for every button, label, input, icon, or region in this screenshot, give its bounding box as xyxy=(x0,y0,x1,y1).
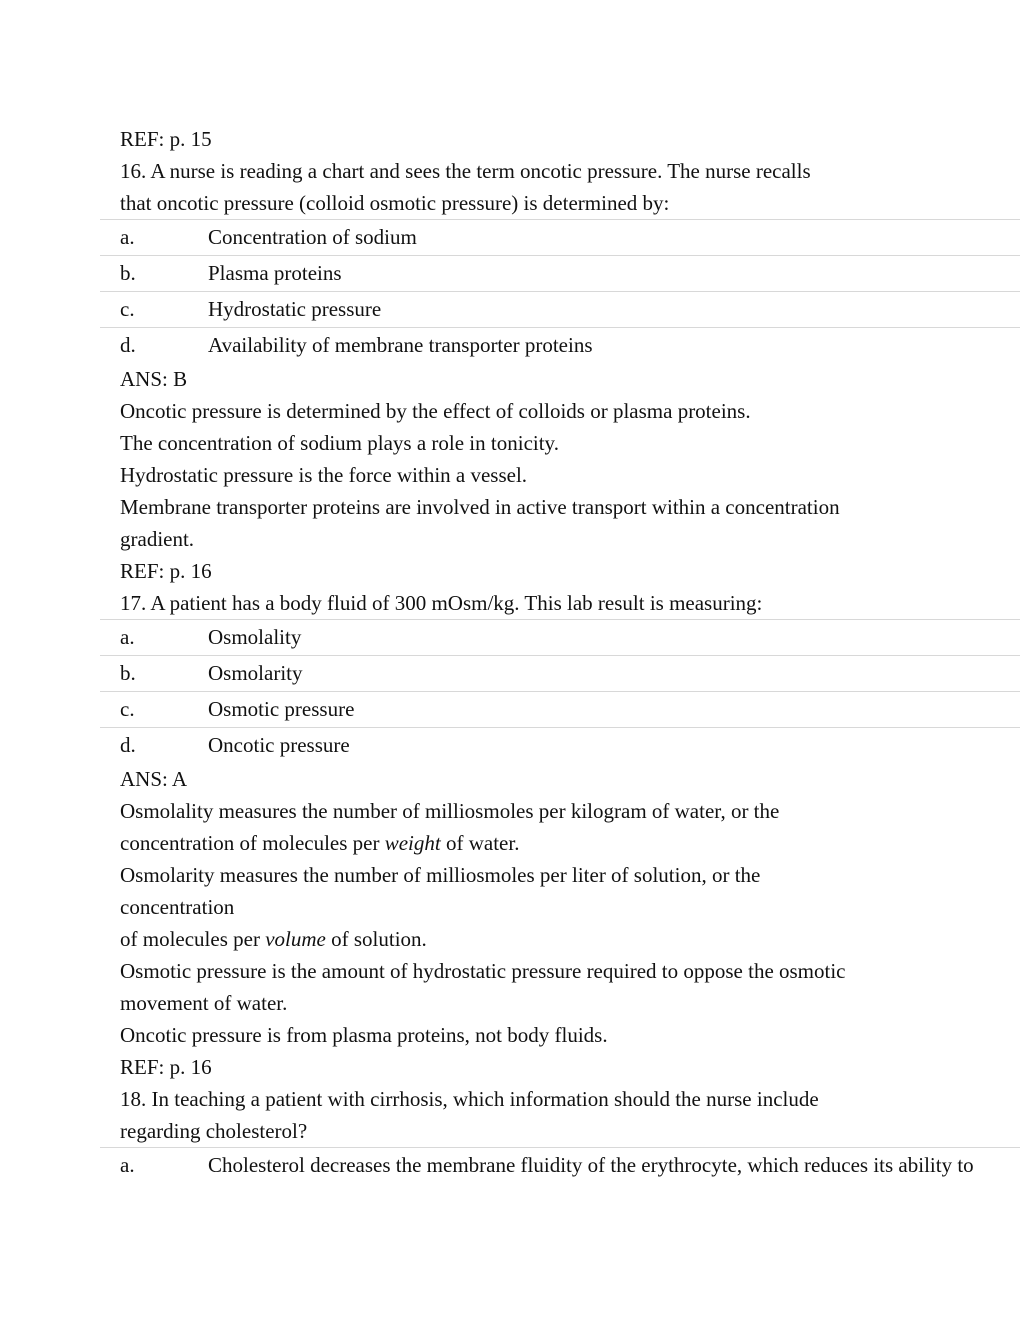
text-line: movement of water. xyxy=(120,991,288,1015)
text-line xyxy=(0,827,1020,859)
answer-option xyxy=(100,1147,1020,1183)
option-text: Osmolality xyxy=(208,625,302,649)
text-span: concentration of molecules per xyxy=(120,831,385,855)
text-line: The concentration of sodium plays a role in tonicity. xyxy=(120,431,559,455)
option-letter: a. xyxy=(120,225,135,249)
option-letter: d. xyxy=(120,733,136,757)
text-line xyxy=(0,923,1020,955)
option-text: Hydrostatic pressure xyxy=(208,297,382,321)
answer-option xyxy=(100,619,1020,655)
option-text: Availability of membrane transporter proteins xyxy=(208,333,593,357)
text-line: that oncotic pressure (colloid osmotic pressure) is determined by: xyxy=(120,191,670,215)
option-letter: b. xyxy=(120,261,136,285)
option-text: Osmolarity xyxy=(208,661,303,685)
option-letter: a. xyxy=(120,625,135,649)
text-line: regarding cholesterol? xyxy=(120,1119,308,1143)
italic-text: weight xyxy=(384,831,441,855)
text-span: of molecules per xyxy=(120,927,266,951)
text-line: Membrane transporter proteins are involved in active transport within a concentration xyxy=(120,495,840,519)
text-line: Osmotic pressure is the amount of hydrostatic pressure required to oppose the osmotic xyxy=(120,959,846,983)
text-line: gradient. xyxy=(120,527,195,551)
option-text: Concentration of sodium xyxy=(208,225,417,249)
text-span: of solution. xyxy=(325,927,427,951)
option-text: Osmotic pressure xyxy=(208,697,355,721)
option-letter: d. xyxy=(120,333,136,357)
answer-option xyxy=(100,219,1020,255)
text-line: ANS: B xyxy=(120,367,188,391)
option-letter: a. xyxy=(120,1153,135,1177)
answer-option xyxy=(100,655,1020,691)
option-text: Oncotic pressure xyxy=(208,733,350,757)
text-line: concentration xyxy=(120,895,235,919)
answer-option xyxy=(100,691,1020,727)
answer-option xyxy=(100,291,1020,327)
option-text: Plasma proteins xyxy=(208,261,342,285)
answer-option xyxy=(100,727,1020,763)
text-line: Osmolarity measures the number of milliosmoles per liter of solution, or the xyxy=(120,863,761,887)
text-line: Osmolality measures the number of milliosmoles per kilogram of water, or the xyxy=(120,799,780,823)
text-line: Oncotic pressure is from plasma proteins, not body fluids. xyxy=(120,1023,608,1047)
text-line: Oncotic pressure is determined by the effect of colloids or plasma proteins. xyxy=(120,399,751,423)
text-line: 16. A nurse is reading a chart and sees the term oncotic pressure. The nurse recalls xyxy=(120,159,811,183)
text-line: REF: p. 16 xyxy=(120,559,212,583)
answer-option xyxy=(100,255,1020,291)
text-line: 18. In teaching a patient with cirrhosis, which information should the nurse include xyxy=(120,1087,819,1111)
answer-option xyxy=(100,327,1020,363)
text-line: 17. A patient has a body fluid of 300 mOsm/kg. This lab result is measuring: xyxy=(120,591,763,615)
option-letter: c. xyxy=(120,697,135,721)
option-letter: c. xyxy=(120,297,135,321)
option-text: Cholesterol decreases the membrane fluidity of the erythrocyte, which reduces its ability to xyxy=(208,1153,974,1177)
text-line: REF: p. 16 xyxy=(120,1055,212,1079)
text-line: REF: p. 15 xyxy=(120,127,212,151)
text-span: of water. xyxy=(440,831,520,855)
italic-text: volume xyxy=(265,927,326,951)
document-page xyxy=(0,123,1020,1183)
option-letter: b. xyxy=(120,661,136,685)
text-line: ANS: A xyxy=(120,767,188,791)
text-line: Hydrostatic pressure is the force within a vessel. xyxy=(120,463,528,487)
